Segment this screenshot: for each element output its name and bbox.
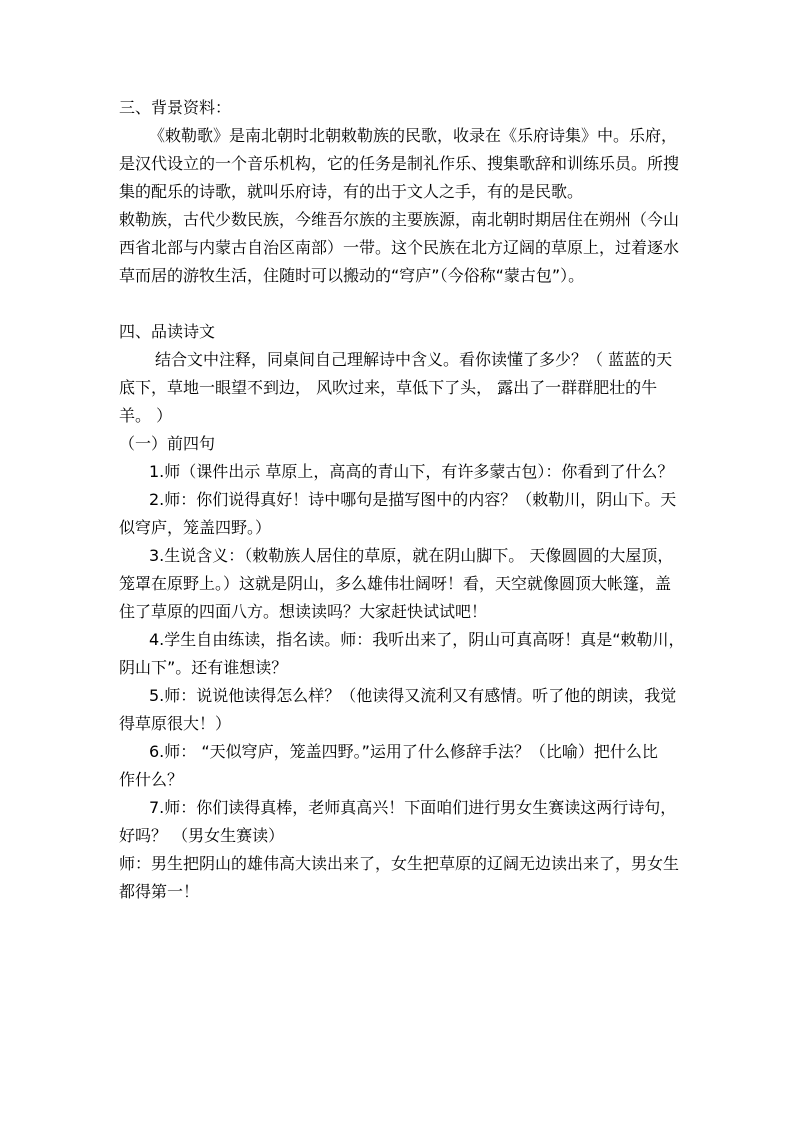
document-body	[119, 94, 685, 906]
closing-line: 师：男生把阴山的雄伟高大读出来了，女生把草原的辽阔无边读出来了，男女生	[119, 854, 680, 873]
section3-line: 西省北部与内蒙古自治区南部）一带。这个民族在北方辽阔的草原上，过着逐水	[119, 238, 680, 257]
section3-line: 草而居的游牧生活，住随时可以搬动的“穹庐”（今俗称“蒙古包”）。	[119, 266, 585, 285]
item-1-line: 1.师（课件出示 草原上，高高的青山下，有许多蒙古包）：你看到了什么？	[149, 462, 674, 481]
item-6-line: 作什么？	[119, 770, 184, 789]
section3-line: 集的配乐的诗歌，就叫乐府诗，有的出于文人之手，有的是民歌。	[119, 182, 584, 201]
item-4-line: 阴山下”。还有谁想读？	[119, 658, 288, 677]
item-4-line: 4.学生自由练读，指名读。师：我听出来了，阴山可真高呀！真是“敕勒川，	[149, 630, 685, 649]
section3-line: 敕勒族，古代少数民族，今维吾尔族的主要族源，南北朝时期居住在朔州（今山	[119, 210, 680, 229]
section4-heading: 四、品读诗文	[119, 322, 216, 341]
item-5-line: 5.师：说说他读得怎么样？（他读得又流利又有感情。听了他的朗读，我觉	[149, 686, 677, 705]
blank-line	[119, 290, 679, 318]
section3-line: 《敕勒歌》是南北朝时北朝敕勒族的民歌，收录在《乐府诗集》中。乐府，	[149, 126, 678, 145]
item-5-line: 得草原很大！）	[119, 714, 232, 733]
section3-line: 是汉代设立的一个音乐机构，它的任务是制礼作乐、搜集歌辞和训练乐员。所搜	[119, 154, 680, 173]
item-3-line: 3.生说含义：（敕勒族人居住的草原，就在阴山脚下。 天像圆圆的大屋顶，	[149, 546, 674, 565]
item-7-line: 好吗？ （男女生赛读）	[119, 826, 285, 845]
section4-intro-line: 结合文中注释，同桌间自己理解诗中含义。看你读懂了多少？（ 蓝蓝的天	[155, 350, 673, 369]
section4-subheading: （一）前四句	[119, 434, 216, 453]
item-3-line: 笼罩在原野上。）这就是阴山，多么雄伟壮阔呀！看，天空就像圆顶大帐篷，盖	[119, 574, 672, 593]
closing-line: 都得第一！	[119, 882, 200, 901]
section3-heading: 三、背景资料：	[119, 98, 232, 117]
item-2-line: 2.师：你们说得真好！诗中哪句是描写图中的内容？（敕勒川，阴山下。天	[149, 490, 677, 509]
section4-intro-line: 羊。 ）	[119, 406, 173, 425]
item-3-line: 住了草原的四面八方。想读读吗？大家赶快试试吧！	[119, 602, 488, 621]
item-7-line: 7.师：你们读得真棒，老师真高兴！下面咱们进行男女生赛读这两行诗句，	[149, 798, 677, 817]
section4-intro-line: 底下，草地一眼望不到边， 风吹过来，草低下了头， 露出了一群群肥壮的牛	[119, 378, 658, 397]
item-2-line: 似穹庐，笼盖四野。）	[119, 518, 272, 537]
item-6-line: 6.师： “天似穹庐，笼盖四野。”运用了什么修辞手法？（比喻）把什么比	[149, 742, 658, 761]
